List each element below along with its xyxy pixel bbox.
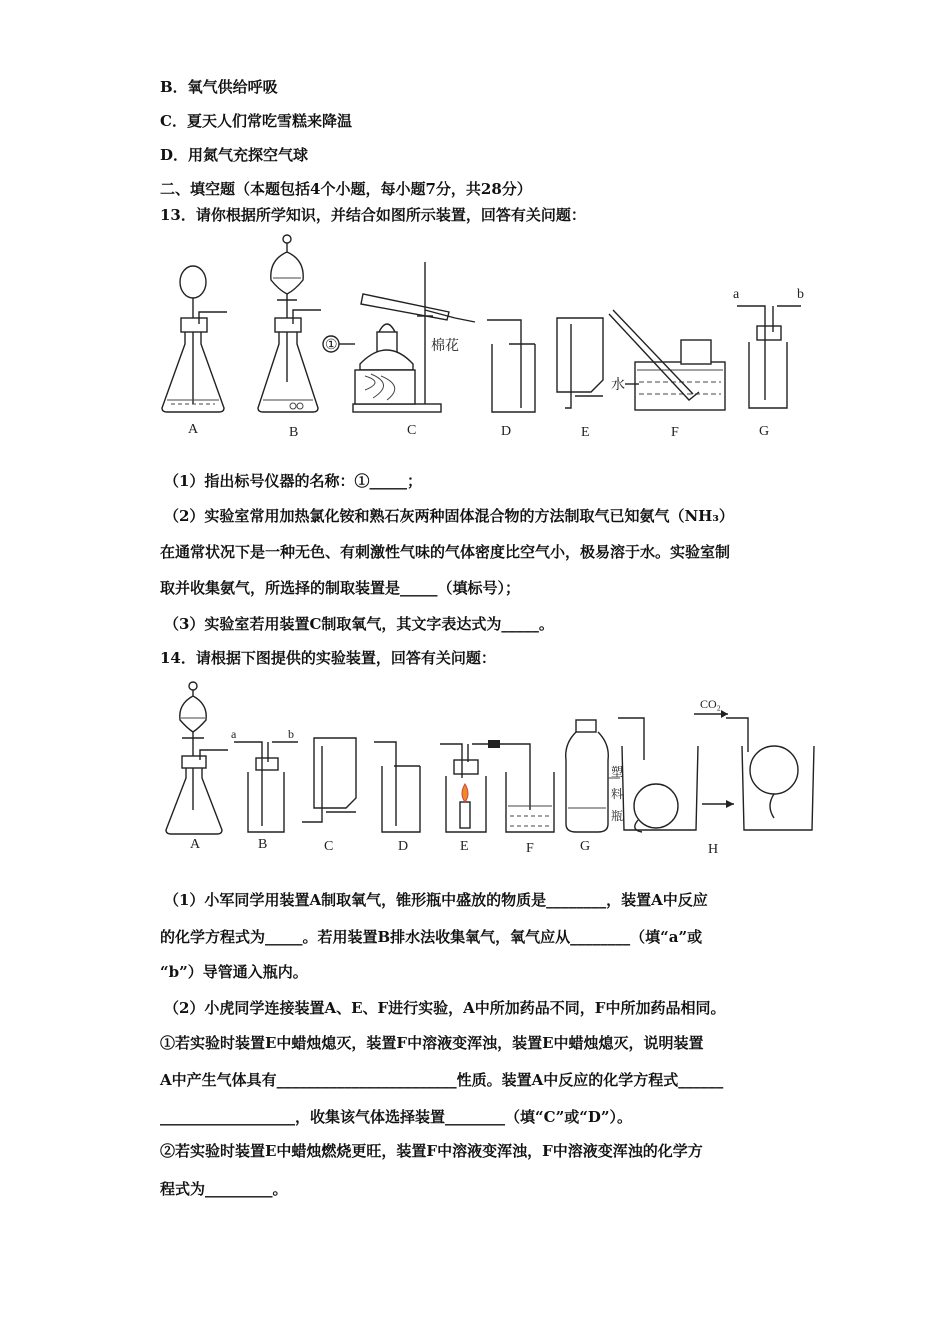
fig13-marker-1: ①	[325, 338, 338, 353]
fig14-bottle-char-3: 瓶	[611, 809, 624, 823]
fig13-label-b: B	[289, 425, 299, 440]
rubber-connector	[488, 740, 500, 748]
q13-p2-line2: 在通常状况下是一种无色、有刺激性气味的气体密度比空气小，极易溶于水。实验室制	[160, 543, 731, 561]
q13-p2-line3: 取并收集氨气，所选择的制取装置是_____（填标号）；	[160, 579, 521, 597]
fig13-port-b: b	[797, 287, 804, 302]
section-title: 二、填空题（本题包括4个小题，每小题7分，共28分）	[160, 180, 532, 198]
fig13-cotton-label: 棉花	[431, 339, 459, 354]
fig13-water-label: 水	[611, 378, 625, 393]
q14-p2: （2）小虎同学连接装置A、E、F进行实验，A中所加药品不同，F中所加药品相同。	[164, 999, 726, 1017]
fig14-label-h: H	[708, 842, 719, 857]
q13-p3: （3）实验室若用装置C制取氧气，其文字表达式为_____。	[164, 615, 554, 633]
apparatus-b	[234, 742, 298, 832]
q14-stem: 14．请根据下图提供的实验装置，回答有关问题：	[160, 649, 496, 667]
fig14-port-a: a	[231, 727, 237, 741]
apparatus-e	[557, 318, 603, 408]
q14-apparatus-figure	[160, 680, 820, 860]
fig14-label-a: A	[190, 837, 201, 852]
apparatus-h	[618, 710, 814, 832]
fig14-label-c: C	[324, 839, 334, 854]
option-b: B．氧气供给呼吸	[160, 78, 278, 96]
q14-p1-line1: （1）小军同学用装置A制取氧气，锥形瓶中盛放的物质是________，装置A中反应	[164, 891, 708, 909]
option-c: C．夏天人们常吃雪糕来降温	[160, 112, 352, 130]
fig13-label-c: C	[407, 423, 417, 438]
fig14-label-d: D	[398, 839, 409, 854]
fig14-label-b: B	[258, 837, 268, 852]
apparatus-e	[440, 744, 494, 832]
apparatus-a	[166, 682, 228, 834]
fig14-bottle-char-2: 料	[611, 787, 624, 801]
fig14-label-g: G	[580, 839, 591, 854]
apparatus-f	[609, 310, 725, 410]
q14-s1-line2: A中产生气体具有________________________性质。装置A中反应的化学方程式______	[160, 1071, 724, 1089]
fig14-co2-label: CO₂	[700, 697, 721, 711]
q14-p1-line3: “b”）导管通入瓶内。	[160, 963, 308, 981]
apparatus-a	[162, 266, 227, 412]
apparatus-g	[737, 306, 801, 408]
option-d: D．用氮气充探空气球	[160, 146, 309, 164]
q13-p2-line1: （2）实验室常用加热氯化铵和熟石灰两种固体混合物的方法制取气已知氨气（NH₃）	[164, 507, 734, 525]
q13-apparatus-figure	[155, 232, 825, 444]
apparatus-d	[487, 320, 535, 412]
apparatus-c	[323, 262, 475, 412]
q14-p1-line2: 的化学方程式为_____。若用装置B排水法收集氧气，氧气应从________（填“a”或	[160, 928, 703, 946]
fig14-bottle-char-1: 塑	[611, 765, 624, 779]
q13-stem: 13．请你根据所学知识，并结合如图所示装置，回答有关问题：	[160, 206, 586, 224]
fig13-label-g: G	[759, 424, 770, 439]
fig13-label-e: E	[581, 425, 590, 440]
apparatus-c	[302, 738, 356, 822]
fig13-label-a: A	[188, 422, 199, 437]
q14-s2-line2: 程式为_________。	[160, 1180, 288, 1198]
q14-s1-line1: ①若实验时装置E中蜡烛熄灭，装置F中溶液变浑浊，装置E中蜡烛熄灭，说明装置	[160, 1034, 704, 1052]
fig14-label-f: F	[526, 841, 534, 856]
fig13-port-a: a	[733, 287, 740, 302]
connector-tube	[494, 744, 530, 810]
fig13-label-f: F	[671, 425, 679, 440]
apparatus-b	[258, 235, 321, 412]
fig14-label-e: E	[460, 839, 469, 854]
fig14-port-b: b	[288, 727, 294, 741]
fig13-label-d: D	[501, 424, 512, 439]
q13-p1: （1）指出标号仪器的名称：①_____；	[164, 472, 422, 490]
apparatus-d	[374, 742, 420, 832]
q14-s1-line3: __________________，收集该气体选择装置________（填“C”或“D”）。	[160, 1108, 632, 1126]
q14-s2-line1: ②若实验时装置E中蜡烛燃烧更旺，装置F中溶液变浑浊，F中溶液变浑浊的化学方	[160, 1142, 703, 1160]
